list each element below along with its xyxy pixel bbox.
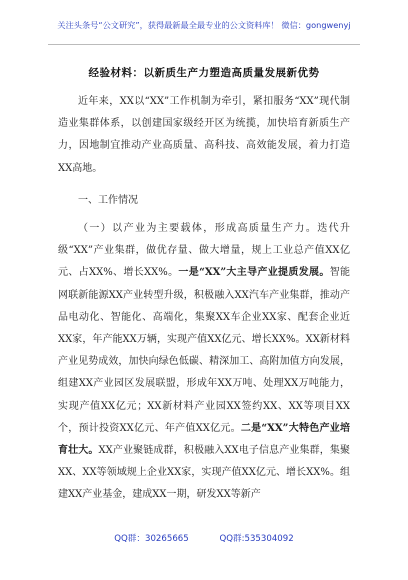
paragraph-text: XX产业聚链成群，积极融入XX电子信息产业集群，集聚XX、XX等领域规上企业XX家，实现产值XX亿元、增长XX%。组建XX产业基金，建成XX一期，研发XX等新产 [58, 445, 351, 501]
work-situation-paragraph [58, 218, 350, 507]
emphasis-point-two: 二是“XX”大特色产业培育壮大。 [58, 422, 350, 457]
document-title: 经验材料：以新质生产力塑造高质量发展新优势 [88, 67, 320, 79]
paragraph-text: 智能网联新能源XX产业转型升级，积极融入XX汽车产业集群，推动产品电动化、智能化、高端化，集聚XX车企业XX家、配套企业近XX家，年产能XX万辆，实现产值XX亿元、增长XX%。XX新材料产业见势成效，加快向绿色低碳、精深加工、高附加值方向发展，组建XX产业园区发展联盟，形成年XX万吨、处理XX万吨能力，实现产值XX亿元；XX新材料产业园XX签约XX、XX等项目XX个，预计投资XX亿元、年产值XX亿元。 [58, 267, 351, 434]
footer-qq-group-2: QQ群:535304092 [219, 534, 294, 544]
footer-contact [0, 532, 408, 544]
intro-paragraph: 近年来，XX以“XX”工作机制为牵引，紧扣服务“XX”现代制造业集群体系，以创建国家级经开区为统揽，加快培育新质生产力，因地制宜推动产业高质量、高科技、高效能发展，着力打造XX高地。 [58, 96, 350, 174]
emphasis-point-one: 一是“XX”大主导产业提质发展。 [178, 267, 330, 279]
header-divider [48, 44, 360, 45]
paragraph-text: （一）以产业为主要载体，形成高质量生产力。迭代升级“XX”产业集群，做优存量、做大增量，规上工业总产值XX亿元、占XX%、增长XX%。 [58, 223, 350, 279]
section-heading: 一、工作情况 [78, 195, 138, 206]
header-banner: 关注头条号“公文研究”，获得最新最全最专业的公文资料库！ 微信：gongwenyj [57, 20, 351, 30]
footer-qq-group-1: QQ群：30265665 [114, 534, 189, 544]
